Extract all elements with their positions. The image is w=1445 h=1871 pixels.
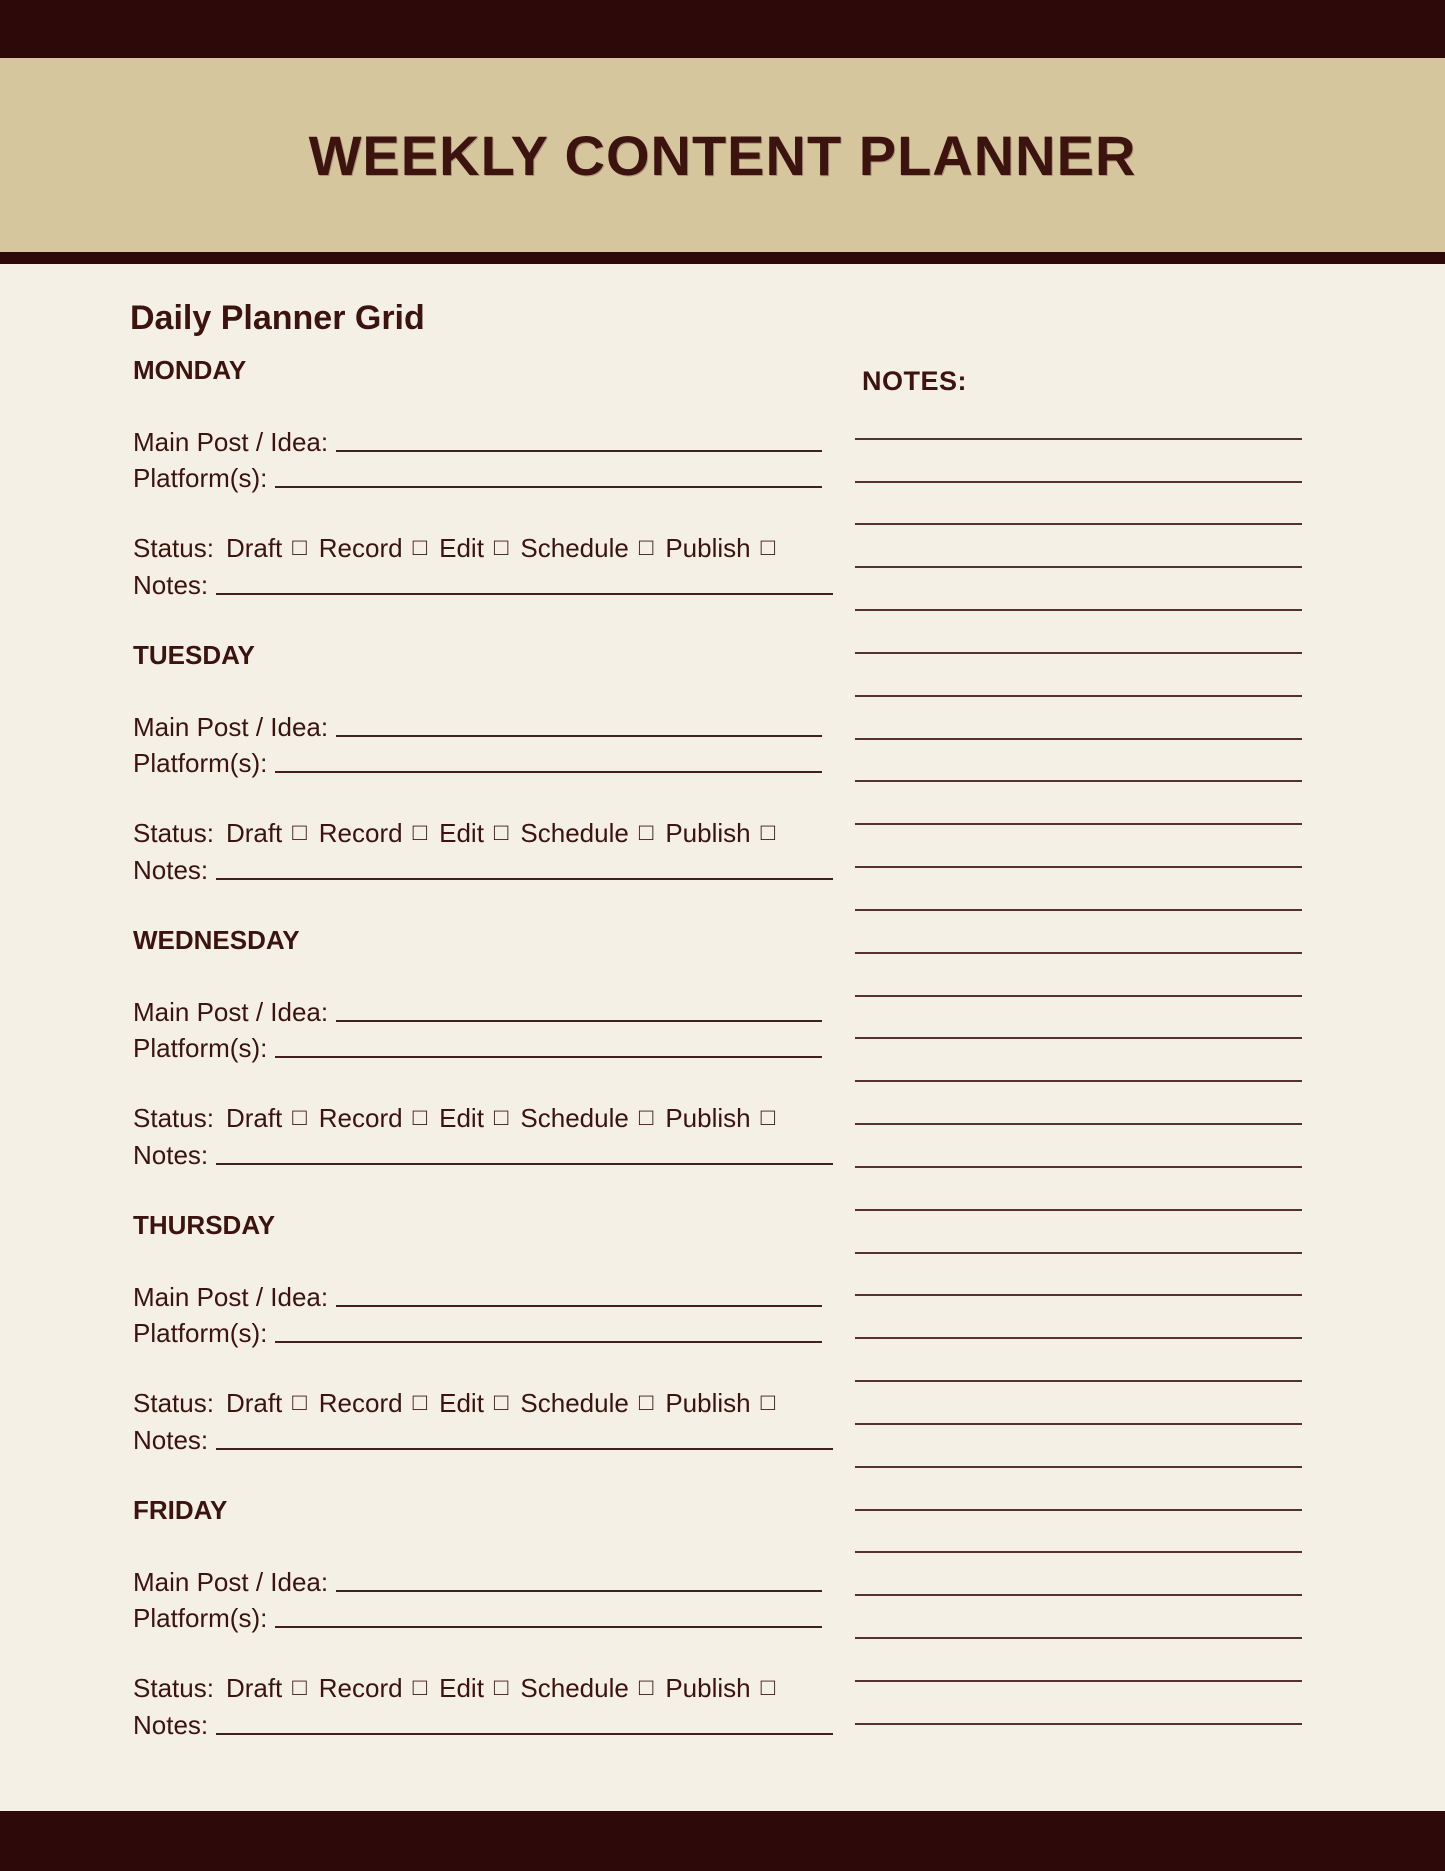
status-option-publish: Publish: [665, 1103, 751, 1133]
note-line[interactable]: [855, 1296, 1302, 1339]
draft-checkbox[interactable]: □: [292, 819, 307, 846]
note-line[interactable]: [855, 483, 1302, 526]
platforms-write-in-line[interactable]: [275, 1601, 822, 1628]
main-post-write-in-line[interactable]: [336, 995, 822, 1022]
note-line[interactable]: [855, 911, 1302, 954]
record-checkbox[interactable]: □: [412, 534, 428, 561]
day-heading: MONDAY: [133, 355, 247, 385]
status-option-record: Record: [318, 1673, 403, 1703]
status-row: [133, 816, 775, 850]
draft-checkbox[interactable]: □: [292, 1104, 307, 1131]
day-heading: FRIDAY: [133, 1495, 228, 1525]
status-option-draft: Draft: [225, 533, 283, 563]
notes-label: Notes:: [133, 1710, 209, 1740]
day-block-wednesday: [133, 925, 835, 1195]
status-label: Status:: [133, 1103, 214, 1133]
note-line[interactable]: [855, 1211, 1302, 1254]
note-line[interactable]: [855, 868, 1302, 911]
platforms-write-in-line[interactable]: [275, 746, 822, 773]
status-label: Status:: [133, 1388, 214, 1418]
note-line[interactable]: [855, 654, 1302, 697]
main-post-write-in-line[interactable]: [336, 1280, 822, 1307]
status-option-draft: Draft: [225, 1103, 283, 1133]
note-line[interactable]: [855, 697, 1302, 740]
day-heading: THURSDAY: [133, 1210, 276, 1240]
status-label: Status:: [133, 1673, 214, 1703]
status-option-edit: Edit: [439, 1388, 484, 1418]
main-post-write-in-line[interactable]: [336, 1565, 822, 1592]
status-option-edit: Edit: [439, 818, 484, 848]
schedule-checkbox[interactable]: □: [638, 819, 654, 846]
notes-row: [133, 568, 833, 602]
schedule-checkbox[interactable]: □: [638, 1389, 654, 1416]
record-checkbox[interactable]: □: [412, 1389, 428, 1416]
note-line[interactable]: [855, 740, 1302, 783]
banner: [0, 58, 1445, 252]
note-line[interactable]: [855, 1125, 1302, 1168]
status-option-record: Record: [318, 533, 403, 563]
note-line[interactable]: [855, 1425, 1302, 1468]
notes-row: [133, 853, 833, 887]
note-line[interactable]: [855, 1168, 1302, 1211]
status-option-record: Record: [318, 818, 403, 848]
main-post-row: [133, 710, 822, 744]
draft-checkbox[interactable]: □: [292, 1674, 307, 1701]
edit-checkbox[interactable]: □: [493, 534, 509, 561]
main-post-label: Main Post / Idea:: [133, 427, 329, 457]
publish-checkbox[interactable]: □: [760, 534, 776, 561]
status-label: Status:: [133, 533, 214, 563]
main-post-row: [133, 1565, 822, 1599]
note-line[interactable]: [855, 997, 1302, 1040]
status-option-draft: Draft: [225, 1673, 283, 1703]
notes-row: [133, 1708, 833, 1742]
notes-label: Notes:: [133, 1140, 209, 1170]
day-heading: WEDNESDAY: [133, 925, 300, 955]
notes-row: [133, 1138, 833, 1172]
note-line[interactable]: [855, 825, 1302, 868]
notes-write-in-line[interactable]: [216, 568, 833, 595]
schedule-checkbox[interactable]: □: [638, 534, 654, 561]
bottom-border-bar: [0, 1811, 1445, 1871]
status-label: Status:: [133, 818, 214, 848]
note-line[interactable]: [855, 1082, 1302, 1125]
platforms-write-in-line[interactable]: [275, 1316, 822, 1343]
notes-write-in-line[interactable]: [216, 853, 833, 880]
day-block-thursday: [133, 1210, 835, 1480]
notes-row: [133, 1423, 833, 1457]
platforms-write-in-line[interactable]: [275, 461, 822, 488]
top-border-bar: [0, 0, 1445, 58]
note-line[interactable]: [855, 611, 1302, 654]
note-line[interactable]: [855, 1254, 1302, 1297]
notes-label: Notes:: [133, 570, 209, 600]
note-line[interactable]: [855, 1682, 1302, 1725]
status-option-publish: Publish: [665, 818, 751, 848]
status-option-schedule: Schedule: [520, 818, 629, 848]
platforms-row: [133, 461, 822, 495]
edit-checkbox[interactable]: □: [493, 1674, 509, 1701]
status-option-schedule: Schedule: [520, 1673, 629, 1703]
publish-checkbox[interactable]: □: [760, 1389, 776, 1416]
record-checkbox[interactable]: □: [412, 1674, 428, 1701]
note-line[interactable]: [855, 568, 1302, 611]
main-post-label: Main Post / Idea:: [133, 1567, 329, 1597]
status-option-record: Record: [318, 1388, 403, 1418]
edit-checkbox[interactable]: □: [493, 819, 509, 846]
note-line[interactable]: [855, 1468, 1302, 1511]
edit-checkbox[interactable]: □: [493, 1389, 509, 1416]
platforms-row: [133, 1601, 822, 1635]
edit-checkbox[interactable]: □: [493, 1104, 509, 1131]
status-option-schedule: Schedule: [520, 533, 629, 563]
status-option-edit: Edit: [439, 1103, 484, 1133]
status-option-publish: Publish: [665, 1388, 751, 1418]
status-option-schedule: Schedule: [520, 1103, 629, 1133]
status-row: [133, 531, 775, 565]
notes-lines: [855, 397, 1302, 1725]
note-line[interactable]: [855, 954, 1302, 997]
section-title: Daily Planner Grid: [130, 299, 425, 337]
notes-write-in-line[interactable]: [216, 1708, 833, 1735]
publish-checkbox[interactable]: □: [760, 1674, 776, 1701]
note-line[interactable]: [855, 1511, 1302, 1554]
status-option-publish: Publish: [665, 1673, 751, 1703]
notes-label: Notes:: [133, 1425, 209, 1455]
status-option-edit: Edit: [439, 1673, 484, 1703]
platforms-label: Platform(s):: [133, 1318, 268, 1348]
platforms-label: Platform(s):: [133, 748, 268, 778]
status-row: [133, 1671, 775, 1705]
notes-panel-title: NOTES:: [862, 366, 968, 396]
record-checkbox[interactable]: □: [412, 1104, 428, 1131]
platforms-row: [133, 1031, 822, 1065]
status-option-draft: Draft: [225, 818, 283, 848]
note-line[interactable]: [855, 440, 1302, 483]
status-row: [133, 1386, 775, 1420]
draft-checkbox[interactable]: □: [292, 534, 307, 561]
publish-checkbox[interactable]: □: [760, 1104, 776, 1131]
day-block-friday: [133, 1495, 835, 1765]
platforms-row: [133, 1316, 822, 1350]
day-block-tuesday: [133, 640, 835, 910]
note-line[interactable]: [855, 397, 1302, 440]
banner-separator: [0, 252, 1445, 264]
main-post-write-in-line[interactable]: [336, 710, 822, 737]
day-heading: TUESDAY: [133, 640, 255, 670]
platforms-write-in-line[interactable]: [275, 1031, 822, 1058]
main-post-row: [133, 425, 822, 459]
status-row: [133, 1101, 775, 1135]
status-option-draft: Draft: [225, 1388, 283, 1418]
notes-write-in-line[interactable]: [216, 1423, 833, 1450]
note-line[interactable]: [855, 1339, 1302, 1382]
main-post-row: [133, 995, 822, 1029]
schedule-checkbox[interactable]: □: [638, 1104, 654, 1131]
main-post-label: Main Post / Idea:: [133, 997, 329, 1027]
record-checkbox[interactable]: □: [412, 819, 428, 846]
publish-checkbox[interactable]: □: [760, 819, 776, 846]
notes-write-in-line[interactable]: [216, 1138, 833, 1165]
platforms-label: Platform(s):: [133, 1033, 268, 1063]
schedule-checkbox[interactable]: □: [638, 1674, 654, 1701]
notes-label: Notes:: [133, 855, 209, 885]
day-block-monday: [133, 355, 835, 625]
note-line[interactable]: [855, 782, 1302, 825]
note-line[interactable]: [855, 1382, 1302, 1425]
status-option-schedule: Schedule: [520, 1388, 629, 1418]
status-option-publish: Publish: [665, 533, 751, 563]
page-title: WEEKLY CONTENT PLANNER: [308, 123, 1137, 187]
note-line[interactable]: [855, 1553, 1302, 1596]
platforms-label: Platform(s):: [133, 463, 268, 493]
draft-checkbox[interactable]: □: [292, 1389, 307, 1416]
status-option-record: Record: [318, 1103, 403, 1133]
platforms-label: Platform(s):: [133, 1603, 268, 1633]
status-option-edit: Edit: [439, 533, 484, 563]
note-line[interactable]: [855, 1039, 1302, 1082]
platforms-row: [133, 746, 822, 780]
main-post-label: Main Post / Idea:: [133, 712, 329, 742]
note-line[interactable]: [855, 1596, 1302, 1639]
note-line[interactable]: [855, 525, 1302, 568]
main-post-label: Main Post / Idea:: [133, 1282, 329, 1312]
main-post-write-in-line[interactable]: [336, 425, 822, 452]
main-post-row: [133, 1280, 822, 1314]
note-line[interactable]: [855, 1639, 1302, 1682]
